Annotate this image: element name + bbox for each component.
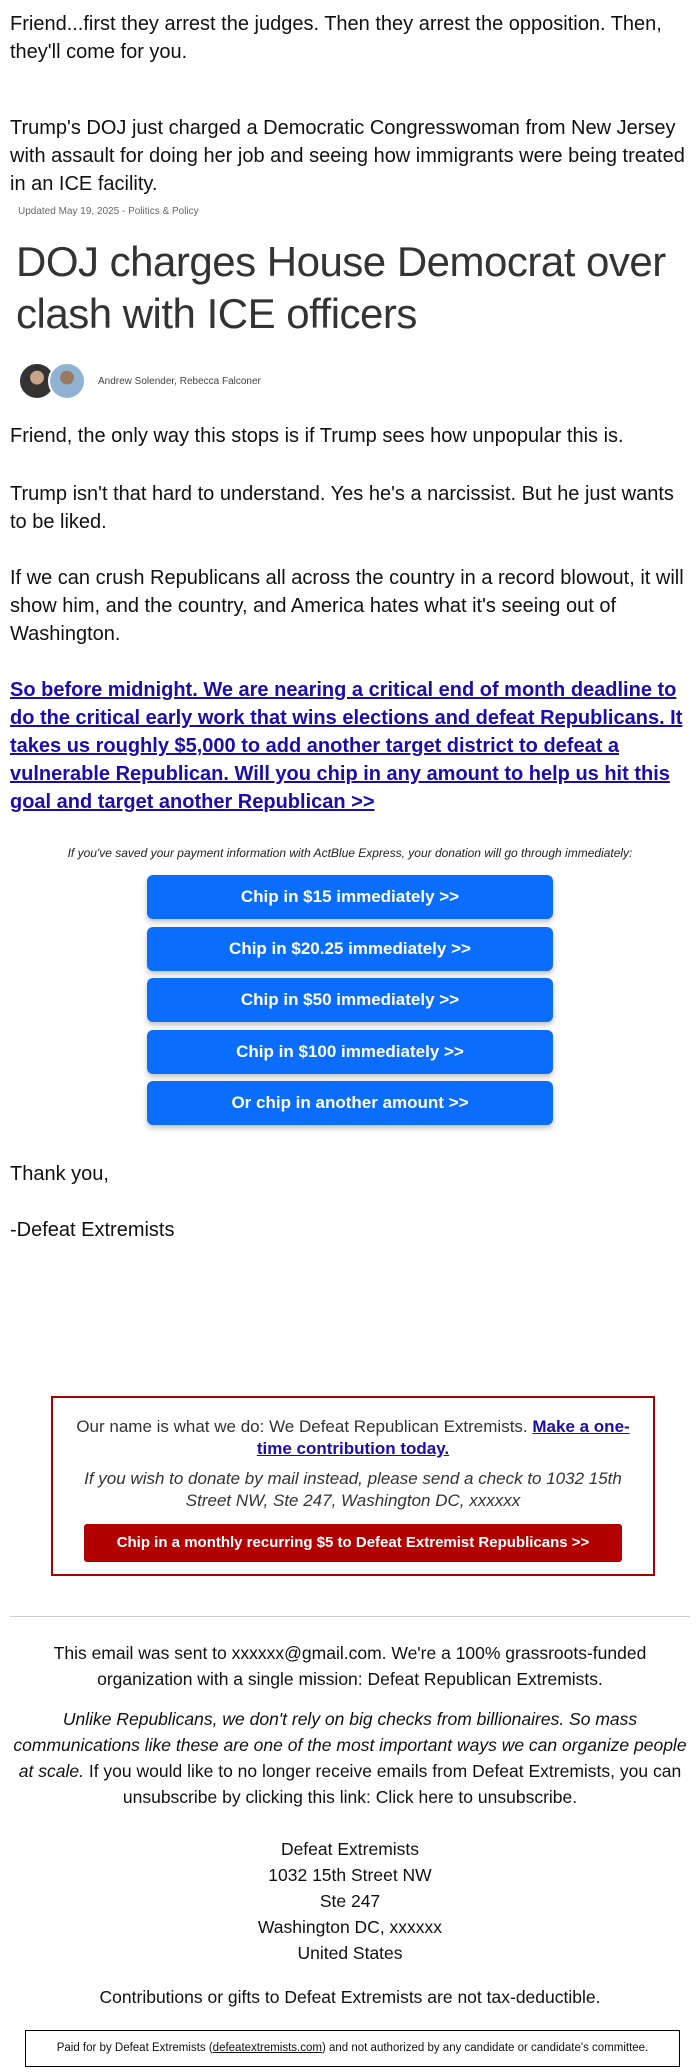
donate-buttons bbox=[147, 875, 553, 1133]
footer-unsubscribe bbox=[10, 1706, 690, 1810]
chip-20-25-button[interactable]: Chip in $20.25 immediately >> bbox=[147, 927, 553, 971]
address-line: Defeat Extremists bbox=[280, 1839, 420, 1859]
thanks-text: Thank you, bbox=[10, 1163, 109, 1185]
chip-15-button[interactable]: Chip in $15 immediately >> bbox=[147, 875, 553, 919]
address-line: 1032 15th Street NW bbox=[268, 1865, 432, 1885]
body-paragraph-4: Trump isn't that hard to understand. Yes he's a narcissist. But he just wants to be liked. bbox=[10, 483, 674, 533]
chip-50-button[interactable]: Chip in $50 immediately >> bbox=[147, 978, 553, 1022]
author-avatars bbox=[18, 362, 86, 400]
paid-for-text: Paid for by Defeat Extremists ( bbox=[56, 2042, 213, 2054]
address-line: Ste 247 bbox=[319, 1891, 381, 1911]
footer-sent-to: This email was sent to xxxxxx@gmail.com. We're a 100% grassroots-funded organization with a single mission: Defeat Republican Extremists. bbox=[53, 1643, 647, 1689]
monthly-recurring-button[interactable]: Chip in a monthly recurring $5 to Defeat Extremist Republicans >> bbox=[84, 1524, 622, 1562]
divider bbox=[10, 1616, 690, 1617]
body-paragraph-3: Friend, the only way this stops is if Trump sees how unpopular this is. bbox=[10, 425, 624, 447]
article-screenshot bbox=[0, 200, 700, 405]
article-meta: Updated May 19, 2025 - Politics & Policy bbox=[18, 206, 199, 217]
contribution-box bbox=[51, 1396, 655, 1576]
unsubscribe-text[interactable]: If you would like to no longer receive emails from Defeat Extremists, you can unsubscribe by clicking this link: Click here to unsubscribe. bbox=[83, 1761, 682, 1807]
chip-other-amount-button[interactable]: Or chip in another amount >> bbox=[147, 1081, 553, 1125]
one-time-contribution-link[interactable]: Make a one-time contribution today. bbox=[256, 1417, 630, 1458]
actblue-note: If you've saved your payment information with ActBlue Express, your donation will go through immediately: bbox=[67, 846, 633, 860]
footer-address bbox=[10, 1836, 690, 1966]
signature: -Defeat Extremists bbox=[10, 1219, 175, 1241]
avatar bbox=[48, 362, 86, 400]
chip-100-button[interactable]: Chip in $100 immediately >> bbox=[147, 1030, 553, 1074]
body-paragraph-5: If we can crush Republicans all across the country in a record blowout, it will show him, and the country, and America hates what it's seeing out of Washington. bbox=[10, 567, 684, 645]
paid-for-disclaimer bbox=[25, 2030, 680, 2067]
mission-text: Our name is what we do: We Defeat Republican Extremists. bbox=[76, 1417, 528, 1436]
footer-italic: Unlike Republicans, we don't rely on big checks from billionaires. So mass communications like these are one of the most important ways we can organize people at scale. bbox=[13, 1709, 687, 1781]
address-line: United States bbox=[297, 1943, 403, 1963]
mail-donation-text: If you wish to donate by mail instead, please send a check to 1032 15th Street NW, Ste 247, Washington DC, xxxxxx bbox=[84, 1469, 622, 1510]
website-link[interactable]: defeatextremists.com bbox=[212, 2042, 322, 2054]
donate-link[interactable]: So before midnight. We are nearing a critical end of month deadline to do the critical early work that wins elections and defeat Republicans. It takes us roughly $5,000 to add another target district to defeat a vulnerable Republican. Will you chip in any amount to help us hit this goal and target another Republican >> bbox=[10, 679, 683, 813]
tax-disclaimer: Contributions or gifts to Defeat Extremists are not tax-deductible. bbox=[99, 1987, 601, 2007]
intro-paragraph-1: Friend...first they arrest the judges. Then they arrest the opposition. Then, they'll come for you. bbox=[10, 13, 662, 63]
article-headline: DOJ charges House Democrat over clash with ICE officers bbox=[16, 238, 666, 337]
paid-for-text-end: ) and not authorized by any candidate or candidate's committee. bbox=[321, 2042, 649, 2054]
article-authors: Andrew Solender, Rebecca Falconer bbox=[98, 376, 261, 387]
intro-paragraph-2: Trump's DOJ just charged a Democratic Congresswoman from New Jersey with assault for doing her job and seeing how immigrants were being treated in an ICE facility. bbox=[10, 117, 685, 195]
address-line: Washington DC, xxxxxx bbox=[257, 1917, 443, 1937]
